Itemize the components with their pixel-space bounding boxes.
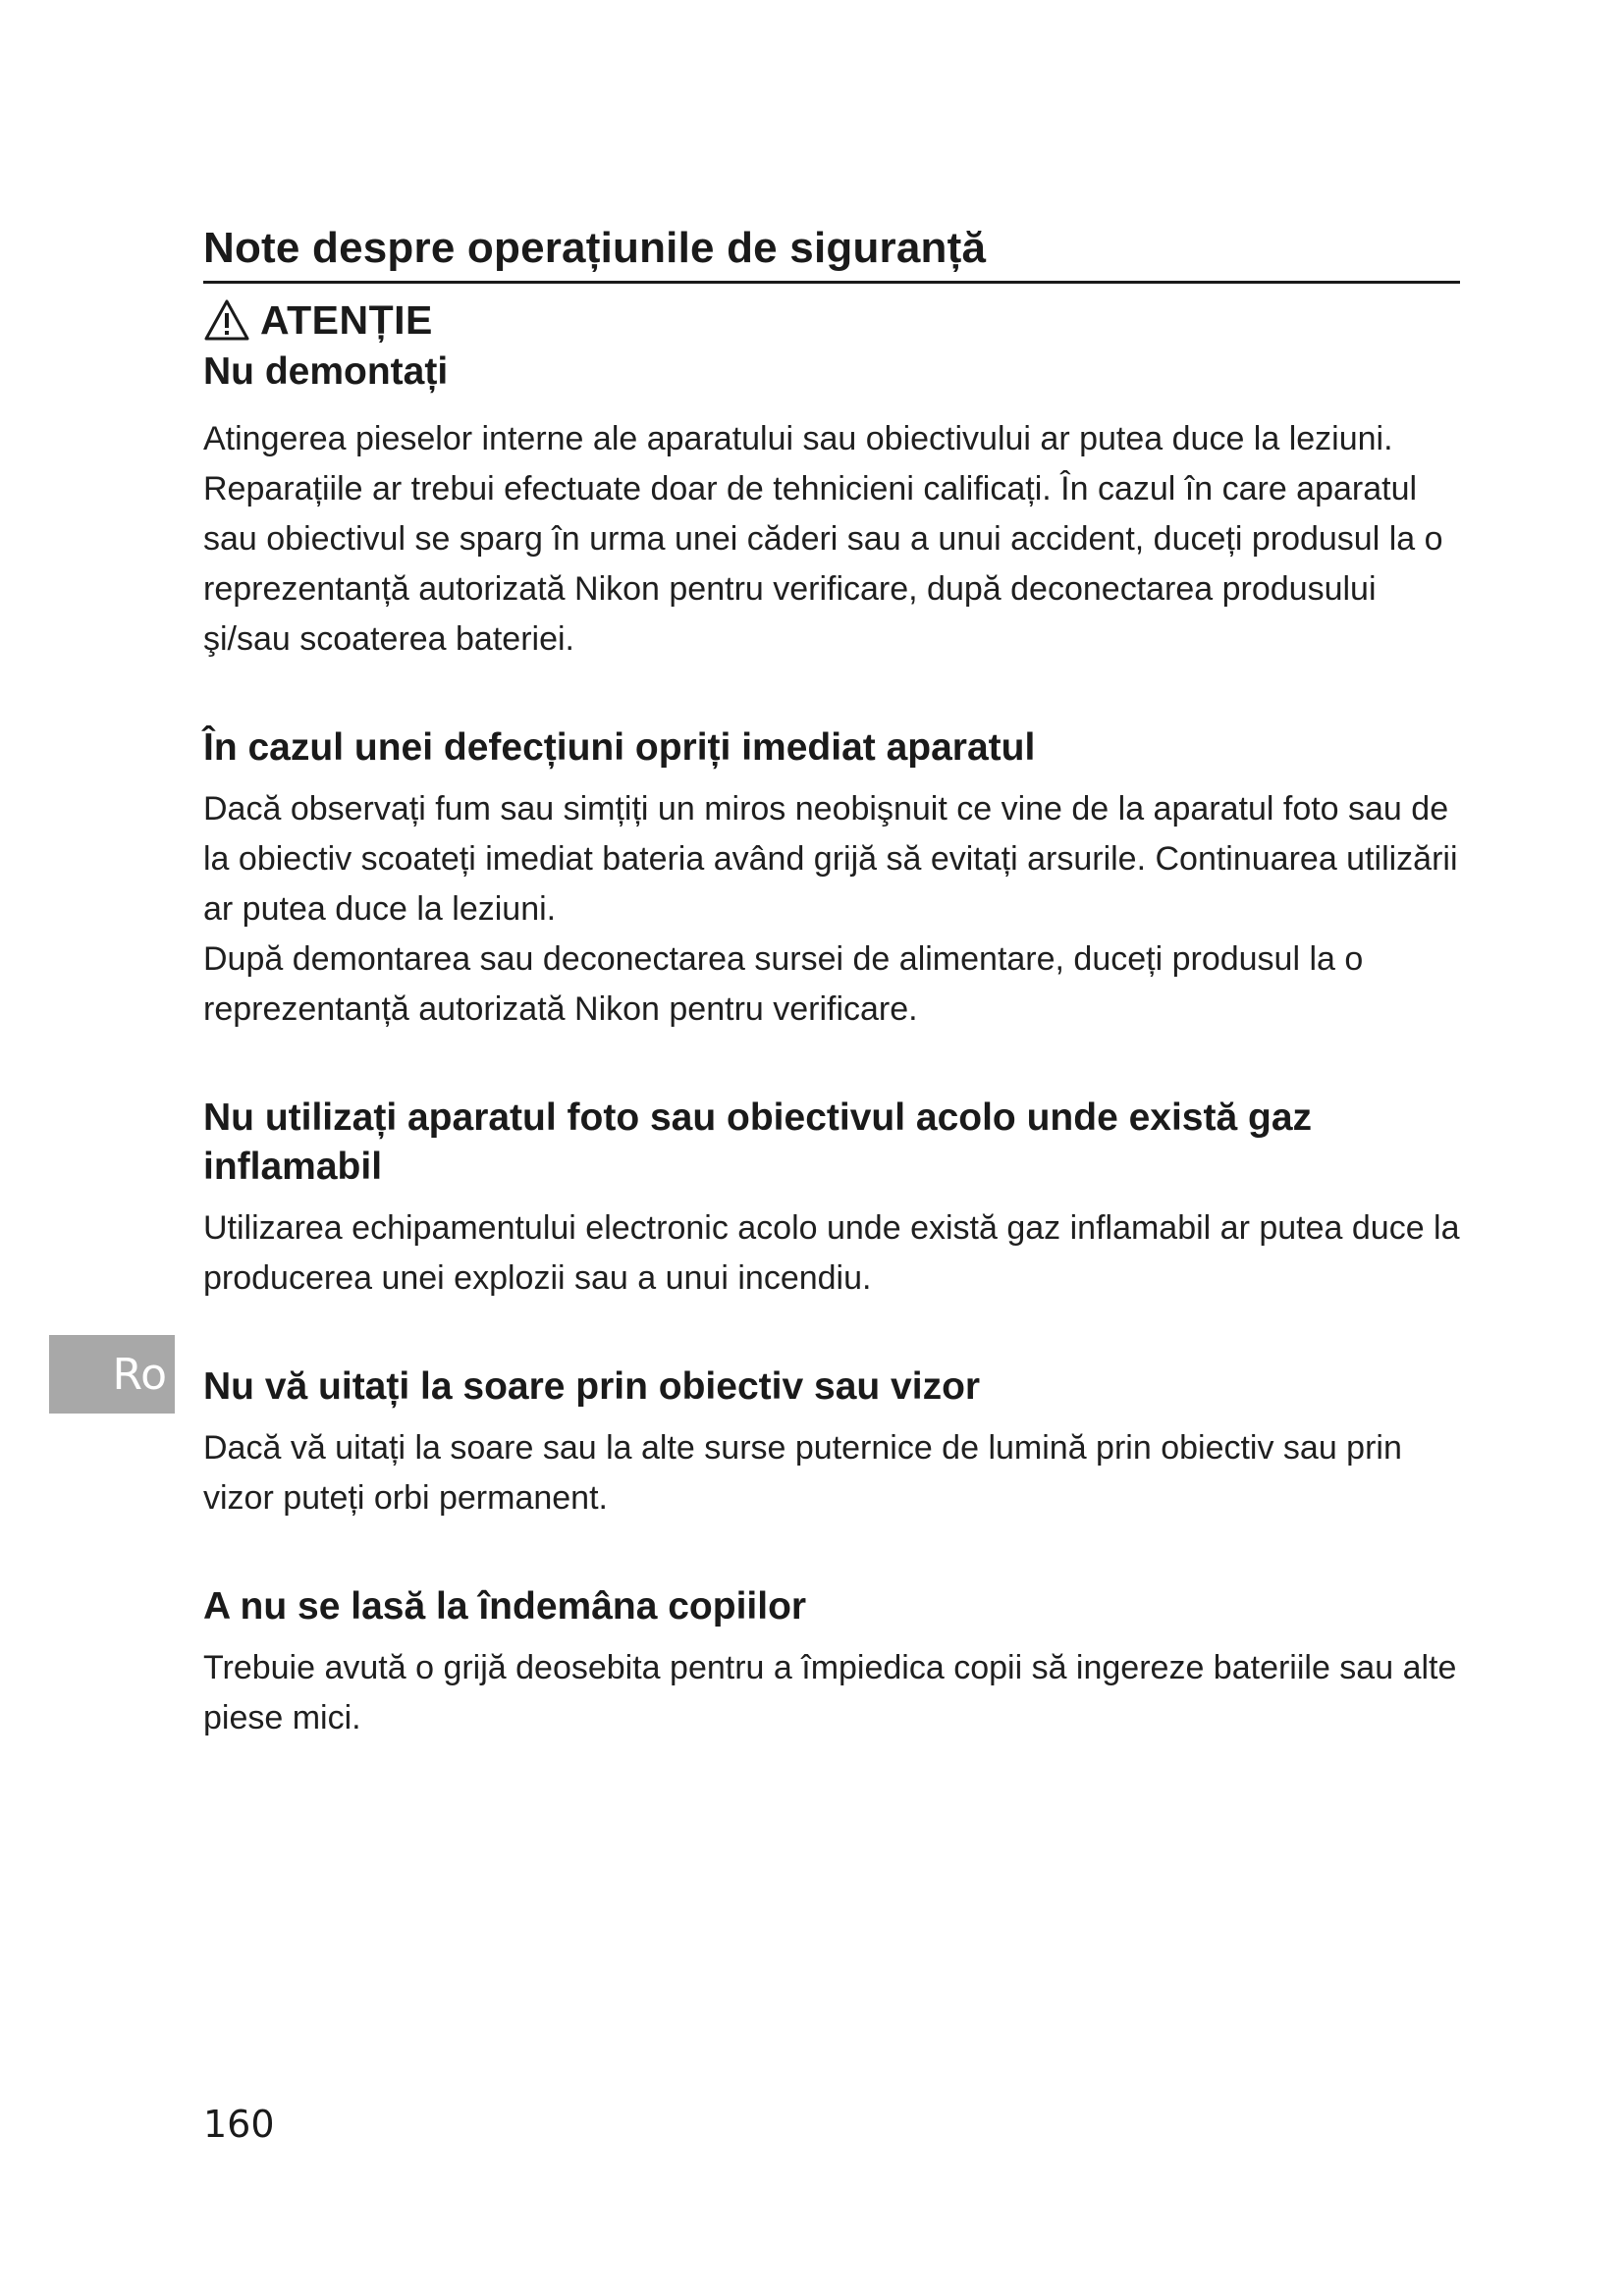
section-heading: În cazul unei defecțiuni opriți imediat aparatul bbox=[203, 726, 1036, 769]
section-text: Dacă vă uitați la soare sau la alte surse puternice de lumină prin obiectiv sau prin vizor puteți orbi permanent. bbox=[203, 1429, 1402, 1517]
language-tab: Ro bbox=[49, 1335, 175, 1414]
section-text: După demontarea sau deconectarea sursei de alimentare, duceți produsul la o reprezentanță autorizată Nikon pentru verificare. bbox=[203, 940, 1364, 1028]
warning-header bbox=[203, 293, 433, 347]
section-heading: Nu demontați bbox=[203, 350, 449, 393]
section-malfunction bbox=[203, 723, 1470, 1035]
page-title: Note despre operațiunile de siguranță bbox=[203, 218, 1460, 284]
section-text: Utilizarea echipamentului electronic acolo unde există gaz inflamabil ar putea duce la producerea unei explozii sau a unui incendiu. bbox=[203, 1209, 1460, 1297]
section-text: Dacă observați fum sau simțiți un miros neobişnuit ce vine de la aparatul foto sau de la obiectiv scoateți imediat bateria având grijă să evitați arsurile. Continuarea utilizării ar putea duce la leziuni. bbox=[203, 790, 1458, 928]
section-heading: A nu se lasă la îndemâna copiilor bbox=[203, 1585, 807, 1628]
section-text: Trebuie avută o grijă deosebita pentru a împiedica copii să ingereze bateriile sau alte piese mici. bbox=[203, 1649, 1457, 1736]
page-number: 160 bbox=[203, 2103, 275, 2146]
section-heading: Nu vă uitați la soare prin obiectiv sau vizor bbox=[203, 1365, 981, 1408]
warning-triangle-icon bbox=[203, 298, 250, 342]
section-do-not-disassemble bbox=[203, 347, 1470, 665]
safety-notes bbox=[203, 347, 1470, 1743]
section-heading: Nu utilizați aparatul foto sau obiectivul acolo unde există gaz inflamabil bbox=[203, 1096, 1313, 1188]
section-flammable-gas bbox=[203, 1094, 1470, 1304]
section-text: Atingerea pieselor interne ale aparatului sau obiectivului ar putea duce la leziuni. Reparațiile ar trebui efectuate doar de tehnicieni calificați. În cazul în care aparatul sau obiectivul se sparg în urma unei căderi sau a unui accident, duceți produsul la o reprezentanță autorizată Nikon pentru verificare, după deconectarea produsului şi/sau scoaterea bateriei. bbox=[203, 420, 1443, 658]
warning-label: ATENȚIE bbox=[260, 296, 433, 343]
section-children bbox=[203, 1582, 1470, 1743]
section-sun-viewfinder bbox=[203, 1362, 1470, 1523]
